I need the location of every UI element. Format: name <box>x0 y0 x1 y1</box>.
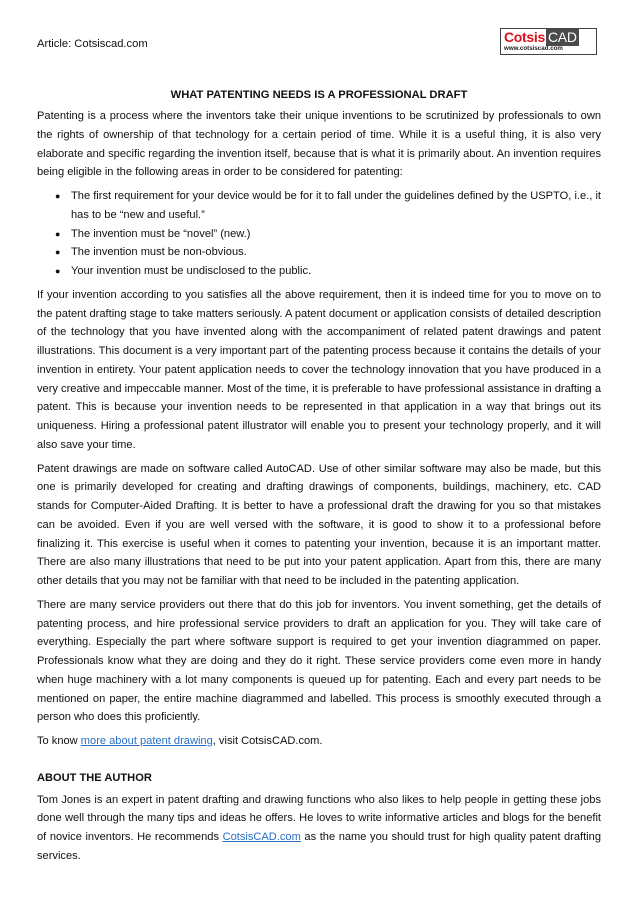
logo-wordmark <box>504 29 579 46</box>
cta-prefix: To know <box>37 735 81 747</box>
cta-suffix: , visit CotsisCAD.com. <box>212 735 323 747</box>
cotsiscad-logo <box>500 28 597 55</box>
body-paragraph-2: Patent drawings are made on software called AutoCAD. Use of other similar software may also be made, but this one is primarily developed for creating and drafting drawings of components, buildings, machinery, etc. CAD stands for Computer-Aided Drafting. It is better to have a professional draft the drawing for you so that mistakes can be avoided. Even if you are well versed with the software, it is good to show it to a professional before finalizing it. This exercise is useful when it comes to patenting your invention, because it is an important matter. There are also many illustrations that need to be put into your patent application. Apart from this, there are many other details that you may not be familiar with that need to be included in the patenting application. <box>37 462 601 587</box>
author-heading: ABOUT THE AUTHOR <box>37 771 152 784</box>
author-text-before: Tom Jones is an expert in patent drafting and drawing functions who also likes to help people in getting these jobs done well through the many tips and ideas he offers. He loves to write informative articles and blogs for the benefit of novice inventors. He recommends <box>37 793 601 843</box>
article-body <box>37 107 601 871</box>
patent-drawing-link[interactable]: more about patent drawing <box>80 735 213 747</box>
list-item-text: The invention must be “novel” (new.) <box>71 227 251 240</box>
body-paragraph-3: There are many service providers out there that do this job for inventors. You invent something, get the details of patenting process, and hire professional service providers to draft an application for you. They will take care of everything. Especially the part where software support is required to get your invention diagrammed on paper. Professionals know what they are doing and they do it right. These service providers come even more in handy when huge machinery with a lot many components is queued up for patenting. Each and every part needs to be mentioned on paper, the entire machine diagrammed and labelled. This process is smoothly executed through a person who does this proficiently. <box>37 598 601 724</box>
cotsiscad-link[interactable]: CotsisCAD.com <box>222 831 301 843</box>
requirements-list <box>37 187 601 281</box>
list-item-text: The invention must be non-obvious. <box>71 246 247 259</box>
list-item-text: Your invention must be undisclosed to the public. <box>71 265 312 277</box>
bullet-icon: ● <box>55 266 61 276</box>
list-item <box>55 225 601 244</box>
logo-url: www.cotsiscad.com <box>504 45 563 52</box>
body-paragraph-1: If your invention according to you satisfies all the above requirement, then it is indeed time for you to move on to the patent drafting stage to take matters seriously. A patent document or application consists of detailed description of the technology that you have invented along with the accompaniment of related patent drawings and patent illustrations. This document is a very important part of the patenting process because it contains the details of your invention in entirety. Your patent application needs to cover the technology innovation that you have produced in a very creative and impeccable manner. Most of the time, it is preferable to have professional assistance in drafting a patent. This is because your invention needs to be represented in that application in a way that brings out its uniqueness. Hiring a professional patent illustrator will enable you to present your technology properly, and it will also save your time. <box>37 288 601 451</box>
logo-part-cad: CAD <box>548 29 577 45</box>
bullet-icon: ● <box>55 228 61 239</box>
bullet-icon: ● <box>55 191 61 201</box>
list-item-text: The first requirement for your device would be for it to fall under the guidelines defined by the USPTO, i.e., it has to be “new and useful.” <box>71 190 601 221</box>
intro-paragraph: Patenting is a process where the inventors take their unique inventions to be scrutinized by professionals to own the rights of ownership of that technology for a certain period of time. While it is a useful thing, it is also very elaborate and specific regarding the invention itself, because that is what it is primarily about. An invention requires being eligible in the following areas in order to be considered for patenting: <box>37 110 601 179</box>
list-item <box>55 262 601 281</box>
cta-paragraph <box>37 732 601 751</box>
article-source-label: Article: Cotsiscad.com <box>37 38 148 50</box>
page-title: WHAT PATENTING NEEDS IS A PROFESSIONAL DRAFT <box>170 89 468 101</box>
list-item <box>55 243 601 262</box>
author-paragraph <box>37 791 601 866</box>
author-text-after: as the name you should trust for high quality patent drafting services. <box>37 831 601 862</box>
bullet-icon: ● <box>55 247 61 258</box>
logo-part-cotsis: Cotsis <box>504 29 545 45</box>
list-item <box>55 187 601 225</box>
